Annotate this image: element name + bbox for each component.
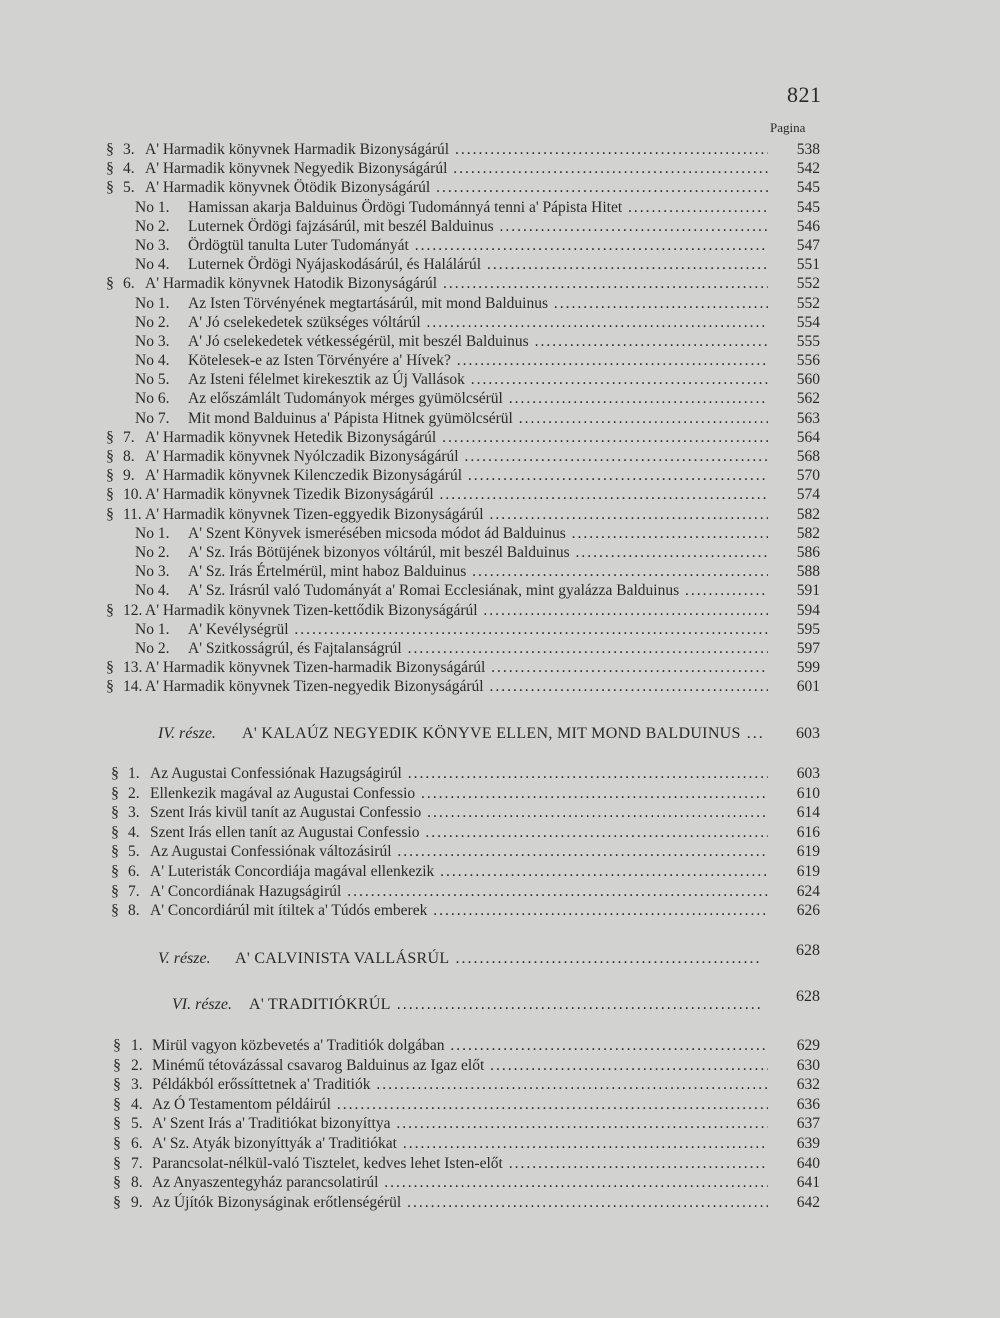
entry-title: A' Kevélységrül ..... xyxy=(188,620,768,639)
entry-page-number: 619 xyxy=(796,862,820,880)
section-mark: § xyxy=(111,784,119,802)
part-iv-title: A' KALAÚZ NEGYEDIK KÖNYVE ELLEN, MIT MOND BALDUINUS ..... xyxy=(242,722,762,746)
section-mark: § xyxy=(106,141,114,158)
section-mark: § xyxy=(106,486,114,504)
entry-title: Luternek Ördögi Nyájaskodásárúl, és Halálárúl ..... xyxy=(188,255,768,274)
entry-page-number: 588 xyxy=(796,563,820,581)
entry-title: Az Újítók Bizonyságinak erőtlenségérül ..... xyxy=(152,1193,768,1212)
toc-entry xyxy=(0,313,1000,332)
toc-entry xyxy=(0,198,1000,217)
section-mark: § xyxy=(111,804,119,822)
part-vi-label: VI. része. xyxy=(172,996,232,1013)
entry-number: 10. xyxy=(123,486,143,504)
toc-entry xyxy=(0,236,1000,255)
toc-entry xyxy=(0,1114,1000,1134)
toc-entry xyxy=(0,803,1000,823)
entry-number: No 1. xyxy=(135,294,170,312)
entry-page-number: 568 xyxy=(796,448,820,465)
toc-entry xyxy=(0,274,1000,293)
toc-entry xyxy=(0,543,1000,562)
toc-entry xyxy=(0,764,1000,784)
toc-entry xyxy=(0,862,1000,882)
entry-title: Ellenkezik magával az Augustai Confessio ..... xyxy=(150,784,768,803)
toc-entry xyxy=(0,159,1000,178)
section-mark: § xyxy=(111,882,119,900)
entry-page-number: 555 xyxy=(796,332,820,350)
entry-page-number: 582 xyxy=(796,505,820,523)
entry-page-number: 641 xyxy=(796,1174,820,1192)
toc-entry xyxy=(0,505,1000,524)
entry-page-number: 630 xyxy=(796,1056,820,1074)
part-v-heading xyxy=(0,942,1000,971)
entry-title: Az Ó Testamentom példáirúl ..... xyxy=(152,1095,768,1114)
entry-page-number: 637 xyxy=(796,1115,820,1133)
entry-page-number: 624 xyxy=(796,882,820,900)
entry-title: Luternek Ördögi fajzásárúl, mit beszél Balduinus ..... xyxy=(188,217,768,236)
entry-page-number: 626 xyxy=(796,902,820,920)
toc-entry xyxy=(0,485,1000,504)
entry-title: A' Szitkosságrúl, és Fajtalanságrúl ..... xyxy=(188,639,768,658)
section-mark: § xyxy=(106,505,114,523)
toc-entry xyxy=(0,255,1000,274)
entry-title: A' Harmadik könyvnek Tizen-harmadik Bizonyságárúl ..... xyxy=(145,658,768,677)
section-mark: § xyxy=(113,1037,121,1054)
entry-number: 11. xyxy=(123,505,142,523)
entry-number: 1. xyxy=(131,1037,143,1054)
toc-entry xyxy=(0,389,1000,408)
entry-title: Mit mond Balduinus a' Pápista Hitnek gyümölcsérül ..... xyxy=(188,409,768,428)
entry-page-number: 582 xyxy=(796,524,820,542)
toc-block-part-iii xyxy=(0,140,1000,696)
entry-number: 8. xyxy=(131,1174,143,1192)
entry-number: No 4. xyxy=(135,352,170,370)
entry-page-number: 554 xyxy=(796,313,820,331)
entry-page-number: 599 xyxy=(796,659,820,677)
section-mark: § xyxy=(111,902,119,920)
entry-number: 2. xyxy=(128,784,140,802)
entry-title: A' Sz. Atyák bizonyíttyák a' Traditiókat ..... xyxy=(152,1134,768,1153)
toc-entry xyxy=(0,784,1000,804)
entry-title: Az Augustai Confessiónak változásirúl ..... xyxy=(150,842,768,861)
toc-entry xyxy=(0,620,1000,639)
toc-entry xyxy=(0,901,1000,921)
toc-block-part-iv xyxy=(0,764,1000,921)
entry-number: 14. xyxy=(123,678,143,696)
entry-title: Példákból erőssíttetnek a' Traditiók ..... xyxy=(152,1075,768,1094)
toc-entry xyxy=(0,294,1000,313)
entry-title: A' Jó cselekedetek szükséges vóltárúl ..... xyxy=(188,313,768,332)
entry-page-number: 552 xyxy=(796,294,820,312)
entry-title: A' Harmadik könyvnek Negyedik Bizonyságárúl ..... xyxy=(145,159,768,178)
part-v-page: 628 xyxy=(796,942,820,959)
page-number: 821 xyxy=(787,82,822,107)
section-mark: § xyxy=(113,1076,121,1094)
entry-number: 6. xyxy=(123,275,135,293)
section-mark: § xyxy=(106,601,114,619)
entry-title: Szent Irás kivül tanít az Augustai Confessio ..... xyxy=(150,803,768,822)
entry-number: 1. xyxy=(128,765,140,782)
toc-entry xyxy=(0,178,1000,197)
toc-block-part-vi xyxy=(0,1036,1000,1212)
entry-page-number: 636 xyxy=(796,1095,820,1113)
toc-entry xyxy=(0,140,1000,159)
section-mark: § xyxy=(113,1154,121,1172)
part-vi-heading xyxy=(0,988,1000,1017)
section-mark: § xyxy=(106,275,114,293)
entry-number: No 3. xyxy=(135,236,170,254)
toc-entry xyxy=(0,447,1000,466)
toc-entry xyxy=(0,581,1000,600)
entry-title: A' Sz. Irás Értelmérül, mint haboz Balduinus ..... xyxy=(188,562,768,581)
section-mark: § xyxy=(106,659,114,677)
entry-title: A' Szent Könyvek ismerésében micsoda módot ád Balduinus ..... xyxy=(188,524,768,543)
section-mark: § xyxy=(111,862,119,880)
toc-entry xyxy=(0,1173,1000,1193)
entry-number: No 1. xyxy=(135,620,170,638)
part-iv-heading xyxy=(0,722,1000,746)
entry-page-number: 642 xyxy=(796,1193,820,1211)
toc-entry xyxy=(0,351,1000,370)
toc-entry xyxy=(0,601,1000,620)
entry-page-number: 551 xyxy=(796,256,820,274)
entry-page-number: 610 xyxy=(796,784,820,802)
part-iv-label: IV. része. xyxy=(158,725,216,742)
toc-entry xyxy=(0,1036,1000,1056)
section-mark: § xyxy=(113,1115,121,1133)
entry-title: Az Isteni félelmet kirekesztik az Új Vallások ..... xyxy=(188,370,768,389)
entry-number: 2. xyxy=(131,1056,143,1074)
entry-title: A' Szent Irás a' Traditiókat bizonyíttya ..... xyxy=(152,1114,768,1133)
entry-page-number: 601 xyxy=(796,678,820,696)
toc-entry xyxy=(0,882,1000,902)
entry-title: Az előszámlált Tudományok mérges gyümölcsérül ..... xyxy=(188,389,768,408)
entry-title: A' Harmadik könyvnek Tizedik Bizonyságárúl ..... xyxy=(145,485,768,504)
entry-number: 3. xyxy=(128,804,140,822)
toc-entry xyxy=(0,428,1000,447)
entry-title: Az Augustai Confessiónak Hazugságirúl ..... xyxy=(150,764,768,783)
entry-page-number: 538 xyxy=(796,141,820,158)
section-mark: § xyxy=(113,1056,121,1074)
section-mark: § xyxy=(106,160,114,178)
entry-title: Parancsolat-nélkül-való Tisztelet, kedves lehet Isten-előt ..... xyxy=(152,1154,768,1173)
entry-page-number: 556 xyxy=(796,352,820,370)
toc-entry xyxy=(0,370,1000,389)
entry-title: Mirül vagyon közbevetés a' Traditiók dolgában ..... xyxy=(152,1036,768,1055)
entry-number: No 4. xyxy=(135,256,170,274)
section-mark: § xyxy=(106,428,114,446)
entry-page-number: 619 xyxy=(796,843,820,861)
section-mark: § xyxy=(106,179,114,197)
section-mark: § xyxy=(113,1134,121,1152)
entry-number: No 2. xyxy=(135,217,170,235)
toc-entry xyxy=(0,639,1000,658)
entry-title: A' Sz. Irás Bötüjének bizonyos vóltárúl, mit beszél Balduinus ..... xyxy=(188,543,768,562)
entry-number: 7. xyxy=(128,882,140,900)
entry-page-number: 640 xyxy=(796,1154,820,1172)
entry-page-number: 562 xyxy=(796,390,820,408)
entry-page-number: 639 xyxy=(796,1134,820,1152)
entry-number: 4. xyxy=(123,160,135,178)
entry-number: 4. xyxy=(128,823,140,841)
part-vi-page: 628 xyxy=(796,988,820,1005)
part-v-title: A' CALVINISTA VALLÁSRÚL ..... xyxy=(235,947,762,971)
entry-page-number: 574 xyxy=(796,486,820,504)
entry-title: A' Harmadik könyvnek Hatodik Bizonyságárúl ..... xyxy=(145,274,768,293)
toc-entry xyxy=(0,1134,1000,1154)
entry-number: 7. xyxy=(131,1154,143,1172)
entry-page-number: 570 xyxy=(796,467,820,485)
entry-title: A' Concordiárúl mit ítiltek a' Túdós emberek ..... xyxy=(150,901,768,920)
entry-number: No 6. xyxy=(135,390,170,408)
entry-number: No 4. xyxy=(135,582,170,600)
entry-page-number: 546 xyxy=(796,217,820,235)
entry-number: 6. xyxy=(131,1134,143,1152)
section-mark: § xyxy=(113,1174,121,1192)
toc-entry xyxy=(0,217,1000,236)
entry-title: A' Harmadik könyvnek Harmadik Bizonyságárúl ..... xyxy=(145,140,768,159)
section-mark: § xyxy=(111,823,119,841)
entry-number: 8. xyxy=(128,902,140,920)
section-mark: § xyxy=(106,678,114,696)
entry-page-number: 545 xyxy=(796,179,820,197)
entry-number: No 1. xyxy=(135,198,170,216)
entry-page-number: 597 xyxy=(796,639,820,657)
entry-title: A' Concordiának Hazugságirúl ..... xyxy=(150,882,768,901)
toc-entry xyxy=(0,1056,1000,1076)
section-mark: § xyxy=(106,448,114,465)
section-mark: § xyxy=(113,1193,121,1211)
entry-number: No 3. xyxy=(135,332,170,350)
toc-entry xyxy=(0,658,1000,677)
part-vi-title: A' TRADITIÓKRÚL ..... xyxy=(249,993,762,1017)
entry-title: A' Jó cselekedetek vétkességérül, mit beszél Balduinus ..... xyxy=(188,332,768,351)
entry-number: No 5. xyxy=(135,371,170,389)
entry-number: 7. xyxy=(123,428,135,446)
entry-number: 3. xyxy=(131,1076,143,1094)
entry-title: Szent Irás ellen tanít az Augustai Confessio ..... xyxy=(150,823,768,842)
entry-page-number: 594 xyxy=(796,601,820,619)
entry-number: No 1. xyxy=(135,524,170,542)
entry-number: 5. xyxy=(128,843,140,861)
entry-title: Az Anyaszentegyház parancsolatirúl ..... xyxy=(152,1173,768,1192)
entry-page-number: 586 xyxy=(796,543,820,561)
toc-entry xyxy=(0,677,1000,696)
entry-title: A' Harmadik könyvnek Kilenczedik Bizonyságárúl ..... xyxy=(145,466,768,485)
entry-page-number: 629 xyxy=(796,1037,820,1054)
entry-title: A' Luteristák Concordiája magával ellenkezik ..... xyxy=(150,862,768,881)
toc-entry xyxy=(0,332,1000,351)
section-mark: § xyxy=(111,843,119,861)
entry-title: A' Harmadik könyvnek Tizen-negyedik Bizonyságárúl ..... xyxy=(145,677,768,696)
section-mark: § xyxy=(113,1095,121,1113)
toc-entry xyxy=(0,524,1000,543)
part-iv-page: 603 xyxy=(796,725,820,742)
entry-title: Minémű tétovázással csavarog Balduinus az Igaz előt ..... xyxy=(152,1056,768,1075)
entry-page-number: 616 xyxy=(796,823,820,841)
toc-entry xyxy=(0,466,1000,485)
part-v-label: V. része. xyxy=(158,950,211,967)
entry-page-number: 614 xyxy=(796,804,820,822)
entry-number: 12. xyxy=(123,601,143,619)
entry-number: 5. xyxy=(131,1115,143,1133)
toc-entry xyxy=(0,1075,1000,1095)
entry-title: A' Sz. Irásrúl való Tudományát a' Romai Ecclesiának, mint gyalázza Balduinus ..... xyxy=(188,581,768,600)
entry-title: A' Harmadik könyvnek Tizen-kettődik Bizonyságárúl ..... xyxy=(145,601,768,620)
section-mark: § xyxy=(111,765,119,782)
entry-page-number: 560 xyxy=(796,371,820,389)
entry-number: No 3. xyxy=(135,563,170,581)
entry-page-number: 591 xyxy=(796,582,820,600)
entry-page-number: 545 xyxy=(796,198,820,216)
toc-entry xyxy=(0,1095,1000,1115)
toc-entry xyxy=(0,409,1000,428)
entry-title: Ördögtül tanulta Luter Tudományát ..... xyxy=(188,236,768,255)
entry-number: 9. xyxy=(123,467,135,485)
toc-entry xyxy=(0,1154,1000,1174)
entry-number: 3. xyxy=(123,141,135,158)
entry-title: A' Harmadik könyvnek Nyólczadik Bizonyságárúl ..... xyxy=(145,447,768,466)
entry-number: 5. xyxy=(123,179,135,197)
entry-number: 6. xyxy=(128,862,140,880)
entry-number: 13. xyxy=(123,659,143,677)
entry-number: 8. xyxy=(123,448,135,465)
entry-number: 4. xyxy=(131,1095,143,1113)
entry-page-number: 603 xyxy=(796,765,820,782)
entry-title: Az Isten Törvényének megtartásárúl, mit mond Balduinus ..... xyxy=(188,294,768,313)
entry-page-number: 564 xyxy=(796,428,820,446)
entry-number: 9. xyxy=(131,1193,143,1211)
entry-title: Hamissan akarja Balduinus Ördögi Tudománnyá tenni a' Pápista Hitet ..... xyxy=(188,198,768,217)
entry-number: No 2. xyxy=(135,543,170,561)
entry-title: A' Harmadik könyvnek Hetedik Bizonyságárúl ..... xyxy=(145,428,768,447)
entry-page-number: 552 xyxy=(796,275,820,293)
toc-entry xyxy=(0,823,1000,843)
pagina-label: Pagina xyxy=(770,120,806,135)
toc-entry xyxy=(0,1193,1000,1213)
entry-title: A' Harmadik könyvnek Ötödik Bizonyságárúl ..... xyxy=(145,178,768,197)
entry-title: A' Harmadik könyvnek Tizen-eggyedik Bizonyságárúl ..... xyxy=(145,505,768,524)
entry-page-number: 542 xyxy=(796,160,820,178)
entry-number: No 7. xyxy=(135,409,170,427)
entry-page-number: 632 xyxy=(796,1076,820,1094)
entry-number: No 2. xyxy=(135,639,170,657)
entry-page-number: 563 xyxy=(796,409,820,427)
entry-page-number: 595 xyxy=(796,620,820,638)
entry-number: No 2. xyxy=(135,313,170,331)
toc-entry xyxy=(0,842,1000,862)
section-mark: § xyxy=(106,467,114,485)
entry-page-number: 547 xyxy=(796,236,820,254)
entry-title: Kötelesek-e az Isten Törvényére a' Hívek? ..... xyxy=(188,351,768,370)
toc-entry xyxy=(0,562,1000,581)
